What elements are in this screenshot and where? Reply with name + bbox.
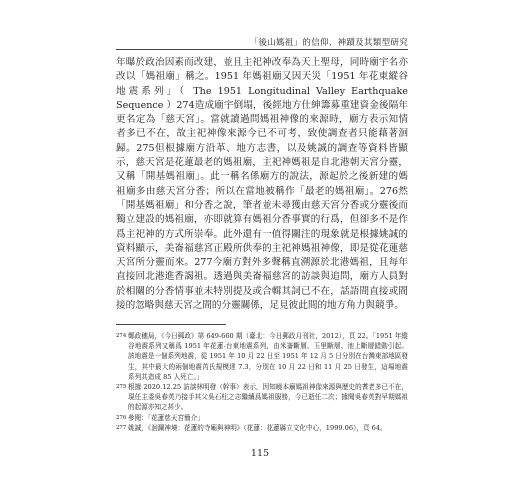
body-text	[116, 56, 408, 313]
footnote-text: 姚誠，《洄瀾神境：花蓮的寺廟與神明》（花蓮：花蓮縣立文化中心，1999.06），頁 64。	[128, 423, 387, 432]
footnote-text: 根據 2020.12.25 訪談林明發（幹事）表示，因知曉本廟媽祖神像來源與歷史的耆老多已不在，現任主委吳春英乃接手其父吳石柱之志繼續爲媽祖服務，今已逝任二次；據聞吳春英對早期媽祖的起源亦知之甚少。	[128, 383, 408, 412]
footnote-276	[116, 413, 408, 423]
footnote-275	[116, 382, 408, 413]
footnote-number: 277	[116, 424, 127, 431]
footnotes	[116, 331, 408, 433]
running-header: 「後山媽祖」的信仰、神蹟及其類型研究	[249, 38, 408, 48]
footnote-number: 275	[116, 384, 127, 391]
body-paragraph: 年曝於政治因素而改建，並且主祀神改奉為天上聖母，同時廟宇名亦改以「媽祖廟」稱之。1951 年媽祖廟又因天災「1951 年花東縱谷地震系列」（ The 1951 Longitudinal Valley Earthquake Sequence ）274造成廟宇倒塌，後經地方仕紳籌募重建資金後隔年更名定為「慈天宮」。當就讀過問媽祖神像的來源時，廟方表示知情者多已不在，故主祀神像來源今已不可考，致使調查者只能藉著洄歸。275但根據廟方沿革、地方志書，以及姚誠的調查等資料皆顯示，慈天宮是花蓮最老的媽祖廟，主祀神媽祖是自北港朝天宮分靈，又稱「開基媽祖廟」。此一稱名係廟方的說法，源起於之後新建的媽祖廟多由慈天宮分香；所以在當地被稱作「最老的媽祖廟」。276然「開基媽祖廟」和分香之說，筆者並未尋獲由慈天宮分香或分靈後而獨立建設的媽祖廟，亦即就算有媽祖分香事實的行爲，但卻多不是作爲主祀神的方式所崇奉。此外還有一值得關注的現象就是根據姚誠的資料顯示，美崙福慈宮正殿所供奉的主祀神媽祖神像，即是從花蓮慈天宮所分靈而來。277今廟方對外多聲稱直溯源於北港媽祖，且每年直接回北港進香謁祖。透過與美崙福慈宮的訪談與追問，廟方人員對於相關的分香情事並未特別提及或合輯其詞已不在，話語間直接或間接的忽略與慈天宮之間的分靈關係，足見彼此間的地方角力與競爭。	[116, 57, 408, 312]
footnote-274	[116, 331, 408, 382]
footnote-277	[116, 423, 408, 433]
footnote-text: 鄭政穗局，《今日郵政》第 649-660 期（臺北：今日郵政月刊社，2012），頁 22。「1951 年縱谷地震系列又稱爲 1951 年花蓮-台東地震系列，由米崙斷層、玉里斷層、池上斷層錯動引起。該地震是一個系列地震，從 1951 年 10 月 22 日至 1951 年 12 月 5 日分別在台灣東部地區發生，其中最大的兩個地震芮氏規模達 7.3，分別在 10 月 22 日和 11 月 25 日發生，這場地震系列共造成 85 人死亡。」	[128, 332, 408, 381]
header-rule	[116, 49, 408, 50]
page-number: 115	[250, 448, 270, 459]
footnote-text: 參閱：「花蓮慈天宮簡介」	[128, 413, 204, 422]
footnote-number: 274	[116, 333, 127, 339]
footnote-number: 276	[116, 414, 127, 421]
footnote-rule	[116, 324, 226, 325]
